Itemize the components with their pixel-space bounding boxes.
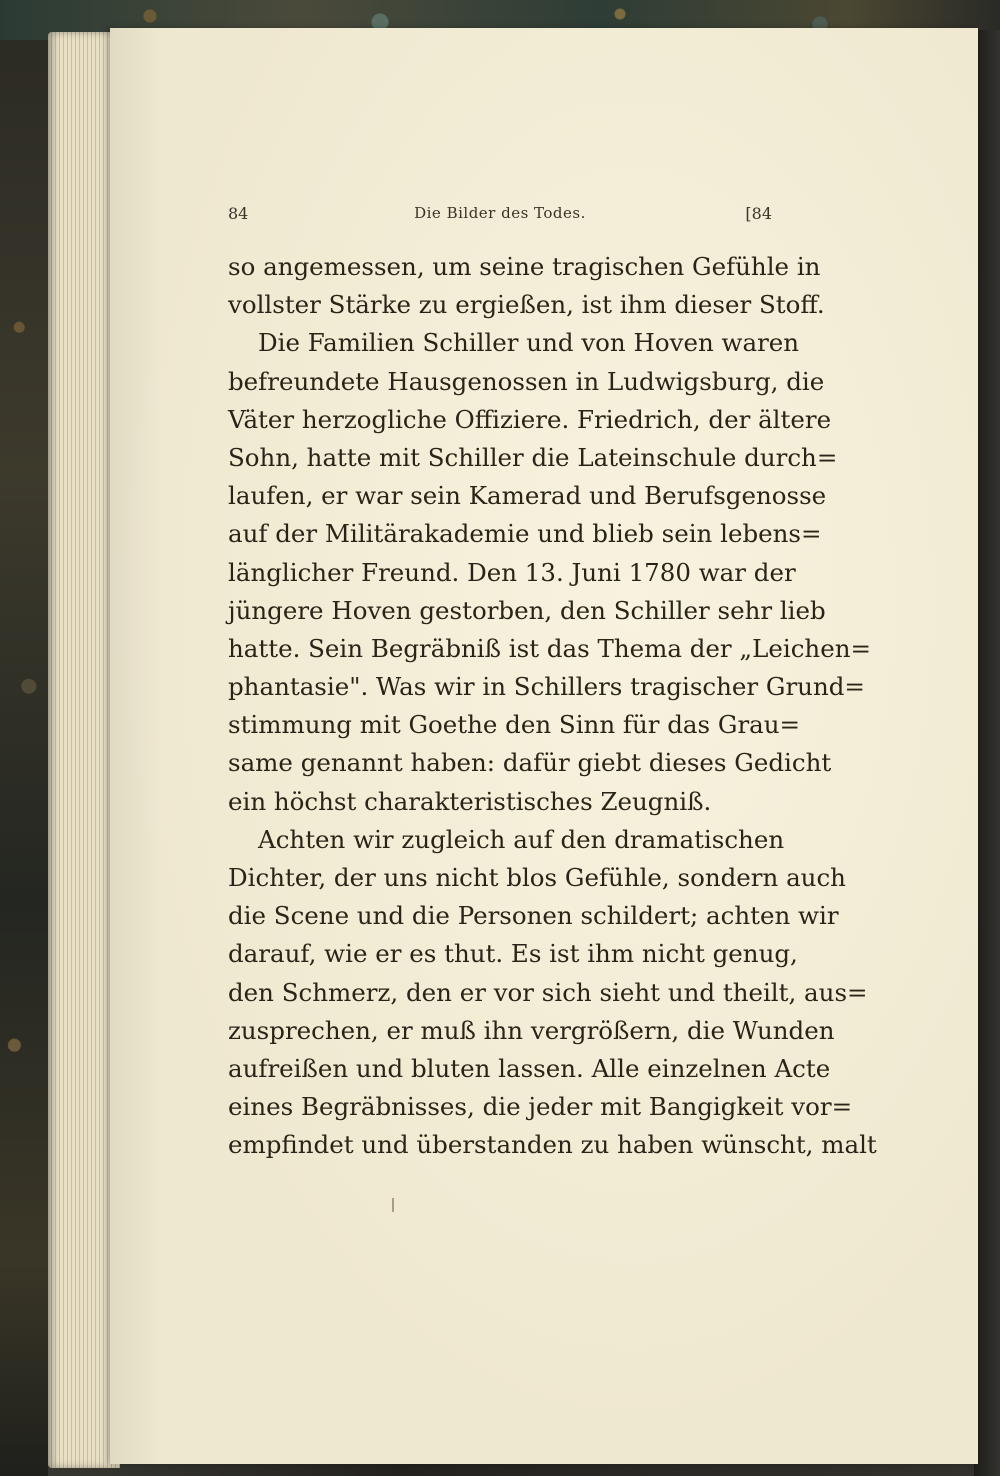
text-line: Dichter, der uns nicht blos Gefühle, sondern auch <box>228 863 846 892</box>
text-line: stimmung mit Goethe den Sinn für das Grau= <box>228 710 801 740</box>
text-line: Achten wir zugleich auf den dramatischen <box>258 824 785 854</box>
text-line: aufreißen und bluten lassen. Alle einzelnen Acte <box>228 1053 831 1083</box>
page-number-left: 84 <box>228 204 249 223</box>
text-line: ein höchst charakteristisches Zeugniß. <box>228 786 712 816</box>
text-line: hatte. Sein Begräbniß ist das Thema der „Leichen= <box>228 633 872 663</box>
text-line: eines Begräbnisses, die jeder mit Bangigkeit vor= <box>228 1092 853 1122</box>
page-number-right: [84 <box>745 204 772 223</box>
text-line: so angemessen, um seine tragischen Gefühle in <box>228 252 821 281</box>
page-header <box>228 200 772 226</box>
marbled-cover-left <box>0 40 48 1476</box>
text-line: zusprechen, er muß ihn vergrößern, die Wunden <box>228 1015 835 1045</box>
running-title: Die Bilder des Todes. <box>414 204 586 222</box>
text-line: vollster Stärke zu ergießen, ist ihm dieser Stoff. <box>228 290 825 320</box>
stray-ink-mark <box>392 1198 394 1212</box>
text-line: Die Familien Schiller und von Hoven waren <box>258 328 800 358</box>
text-line: Väter herzogliche Offiziere. Friedrich, der ältere <box>228 404 832 434</box>
text-line: länglicher Freund. Den 13. Juni 1780 war der <box>228 557 796 587</box>
text-line: auf der Militärakademie und blieb sein lebens= <box>228 519 822 549</box>
text-line: empfindet und überstanden zu haben wünscht, malt <box>228 1130 877 1160</box>
text-line: die Scene und die Personen schildert; achten wir <box>228 901 839 931</box>
text-line: jüngere Hoven gestorben, den Schiller sehr lieb <box>228 595 826 625</box>
text-line: phantasie". Was wir in Schillers tragischer Grund= <box>228 672 865 702</box>
text-line: laufen, er war sein Kamerad und Berufsgenosse <box>228 481 827 511</box>
text-line: darauf, wie er es thut. Es ist ihm nicht genug, <box>228 939 798 969</box>
body-text <box>228 248 877 1165</box>
text-line: den Schmerz, den er vor sich sieht und theilt, aus= <box>228 977 868 1007</box>
text-line: befreundete Hausgenossen in Ludwigsburg, die <box>228 366 825 396</box>
text-line: same genannt haben: dafür giebt dieses Gedicht <box>228 748 832 778</box>
text-line: Sohn, hatte mit Schiller die Lateinschule durch= <box>228 442 838 472</box>
